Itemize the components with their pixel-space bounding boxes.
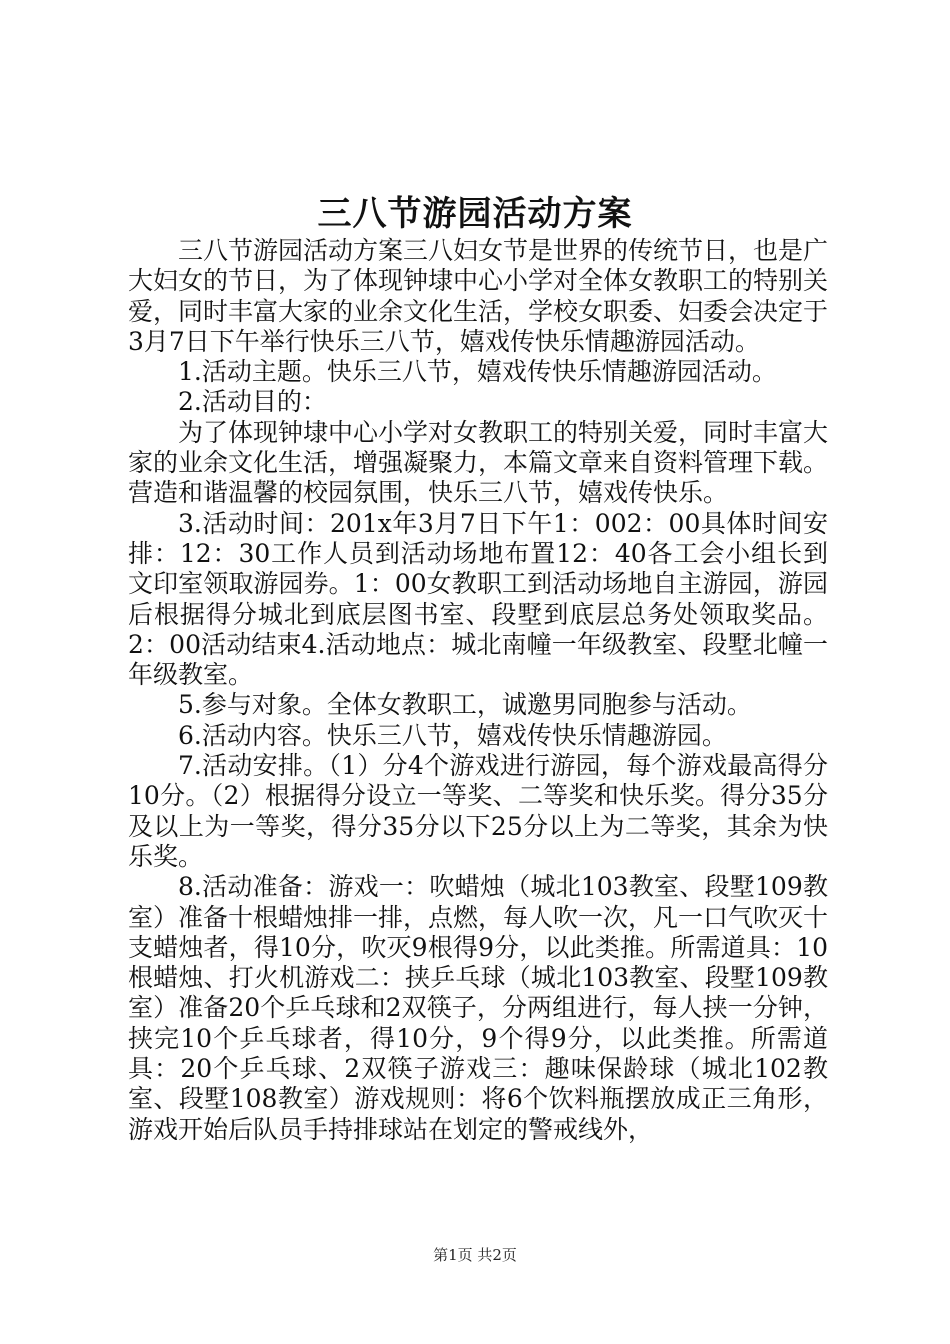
paragraph-purpose: 为了体现钟埭中心小学对女教职工的特别关爱，同时丰富大家的业余文化生活，增强凝聚力，本篇文章来自资料管理下载。营造和谐温馨的校园氛围，快乐三八节，嬉戏传快乐。 (128, 417, 829, 508)
page-footer: 第1页 共2页 (433, 1246, 517, 1264)
paragraph-participants: 5.参与对象。全体女教职工，诚邀男同胞参与活动。 (178, 690, 752, 720)
paragraph-theme: 1.活动主题。快乐三八节，嬉戏传快乐情趣游园活动。 (178, 357, 777, 387)
paragraph-time-location: 3.活动时间：201x年3月7日下午1：002：00具体时间安排：12：30工作人员到活动场地布置12：40各工会小组长到文印室领取游园券。1：00女教职工到活动场地自主游园，游园后根据得分城北到底层图书室、段墅到底层总务处领取奖品。2：00活动结束4.活动地点：城北南幢一年级教室、段墅北幢一年级教室。 (128, 508, 828, 690)
paragraph-purpose-heading: 2.活动目的： (178, 387, 327, 417)
paragraph-intro: 三八节游园活动方案三八妇女节是世界的传统节日，也是广大妇女的节日，为了体现钟埭中心小学对全体女教职工的特别关爱，同时丰富大家的业余文化生活，学校女职委、妇委会决定于3月7日下午举行快乐三八节，嬉戏传快乐情趣游园活动。 (128, 236, 829, 356)
paragraph-preparation: 8.活动准备：游戏一：吹蜡烛（城北103教室、段墅109教室）准备十根蜡烛排一排，点燃，每人吹一次，凡一口气吹灭十支蜡烛者，得10分，吹灭9根得9分，以此类推。所需道具：10根蜡烛、打火机游戏二：挟乒乓球（城北103教室、段墅109教室）准备20个乒乓球和2双筷子，分两组进行，每人挟一分钟，挟完10个乒乓球者，得10分，9个得9分，以此类推。所需道具：20个乒乓球、2双筷子游戏三：趣味保龄球（城北102教室、段墅108教室）游戏规则：将6个饮料瓶摆放成正三角形，游戏开始后队员手持排球站在划定的警戒线外， (128, 872, 829, 1144)
document-title: 三八节游园活动方案 (317, 194, 633, 234)
paragraph-content: 6.活动内容。快乐三八节，嬉戏传快乐情趣游园。 (178, 720, 727, 750)
paragraph-arrangement: 7.活动安排。（1）分4个游戏进行游园，每个游戏最高得分10分。（2）根据得分设立一等奖、二等奖和快乐奖。得分35分及以上为一等奖，得分35分以下25分以上为二等奖，其余为快乐奖。 (128, 751, 828, 871)
document-body (128, 236, 828, 1145)
